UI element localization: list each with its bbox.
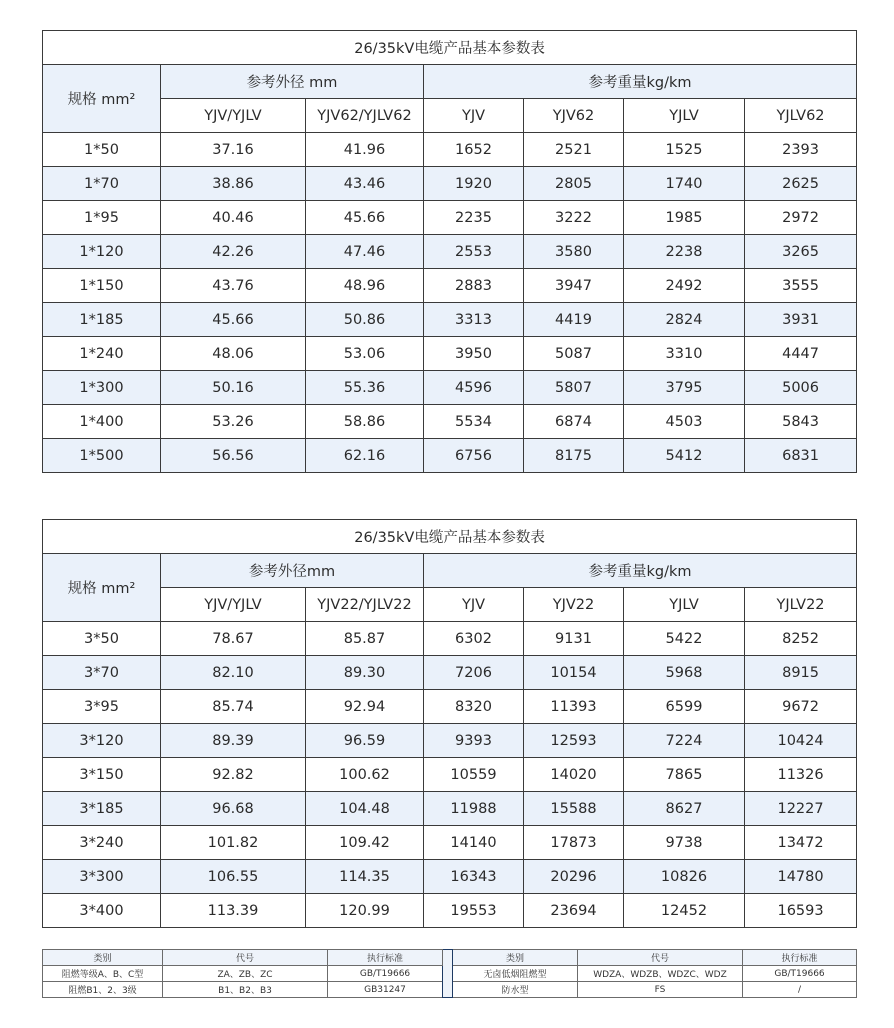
table-cell: 1*500	[43, 439, 161, 473]
table-cell: 109.42	[306, 826, 424, 860]
table-cell: 1*95	[43, 201, 161, 235]
parameter-table-2	[42, 519, 857, 928]
table-cell: 8252	[745, 622, 857, 656]
table-cell: 43.46	[306, 167, 424, 201]
table-cell: 1*50	[43, 133, 161, 167]
table-cell: 1*70	[43, 167, 161, 201]
table-cell: 53.06	[306, 337, 424, 371]
table-1-column-header: YJLV62	[745, 99, 857, 133]
table-2-column-header: YJLV22	[745, 588, 857, 622]
legend-header: 代号	[163, 950, 328, 966]
table-cell: 3313	[424, 303, 524, 337]
table-row	[43, 133, 857, 167]
table-1-title: 26/35kV电缆产品基本参数表	[43, 31, 857, 65]
table-cell: 104.48	[306, 792, 424, 826]
legend-header: 代号	[578, 950, 743, 966]
table-cell: 1740	[624, 167, 745, 201]
legend-cell: GB/T19666	[743, 966, 857, 982]
table-cell: 14020	[524, 758, 624, 792]
table-cell: 2393	[745, 133, 857, 167]
table-cell: 48.06	[161, 337, 306, 371]
table-cell: 92.82	[161, 758, 306, 792]
table-cell: 3*150	[43, 758, 161, 792]
table-cell: 5087	[524, 337, 624, 371]
table-cell: 1*185	[43, 303, 161, 337]
table-cell: 101.82	[161, 826, 306, 860]
table-row	[43, 724, 857, 758]
table-cell: 14780	[745, 860, 857, 894]
table-cell: 12593	[524, 724, 624, 758]
table-row	[43, 622, 857, 656]
table-cell: 11326	[745, 758, 857, 792]
table-row	[43, 758, 857, 792]
table-cell: 8320	[424, 690, 524, 724]
table-cell: 1*300	[43, 371, 161, 405]
table-row	[43, 439, 857, 473]
table-2-diameter-group-header: 参考外径mm	[161, 554, 424, 588]
table-cell: 3947	[524, 269, 624, 303]
table-cell: 1*400	[43, 405, 161, 439]
table-cell: 41.96	[306, 133, 424, 167]
table-cell: 5968	[624, 656, 745, 690]
table-cell: 96.68	[161, 792, 306, 826]
table-cell: 11393	[524, 690, 624, 724]
table-cell: 2972	[745, 201, 857, 235]
legend-cell: B1、B2、B3	[163, 982, 328, 998]
table-cell: 106.55	[161, 860, 306, 894]
table-row	[43, 235, 857, 269]
table-cell: 40.46	[161, 201, 306, 235]
table-cell: 1*150	[43, 269, 161, 303]
table-cell: 2805	[524, 167, 624, 201]
legend-header: 执行标准	[328, 950, 443, 966]
table-cell: 1*240	[43, 337, 161, 371]
table-2-weight-group-header: 参考重量kg/km	[424, 554, 857, 588]
table-cell: 9738	[624, 826, 745, 860]
table-row	[43, 303, 857, 337]
table-cell: 42.26	[161, 235, 306, 269]
table-cell: 3950	[424, 337, 524, 371]
table-cell: 7224	[624, 724, 745, 758]
table-cell: 1652	[424, 133, 524, 167]
table-cell: 16593	[745, 894, 857, 928]
table-2-title-row	[43, 520, 857, 554]
table-cell: 50.86	[306, 303, 424, 337]
table-cell: 10424	[745, 724, 857, 758]
table-1-body	[43, 31, 857, 473]
table-1-group-header-row	[43, 65, 857, 99]
table-cell: 5422	[624, 622, 745, 656]
table-cell: 3*50	[43, 622, 161, 656]
table-row	[43, 201, 857, 235]
table-cell: 3*300	[43, 860, 161, 894]
table-cell: 45.66	[306, 201, 424, 235]
table-cell: 89.30	[306, 656, 424, 690]
table-cell: 19553	[424, 894, 524, 928]
table-row	[43, 690, 857, 724]
table-cell: 5006	[745, 371, 857, 405]
legend-cell: WDZA、WDZB、WDZC、WDZ	[578, 966, 743, 982]
table-cell: 15588	[524, 792, 624, 826]
table-1-column-header: YJV/YJLV	[161, 99, 306, 133]
legend-divider	[443, 950, 453, 998]
table-1-title-row	[43, 31, 857, 65]
table-cell: 43.76	[161, 269, 306, 303]
table-cell: 7865	[624, 758, 745, 792]
table-cell: 62.16	[306, 439, 424, 473]
table-cell: 1985	[624, 201, 745, 235]
table-cell: 2883	[424, 269, 524, 303]
table-row	[43, 269, 857, 303]
legend-cell: FS	[578, 982, 743, 998]
table-2-column-header: YJV	[424, 588, 524, 622]
legend-cell: 防水型	[453, 982, 578, 998]
table-cell: 3*400	[43, 894, 161, 928]
table-row	[43, 167, 857, 201]
table-cell: 113.39	[161, 894, 306, 928]
table-cell: 5843	[745, 405, 857, 439]
table-cell: 4503	[624, 405, 745, 439]
table-cell: 2238	[624, 235, 745, 269]
table-cell: 17873	[524, 826, 624, 860]
table-1-diameter-group-header: 参考外径 mm	[161, 65, 424, 99]
table-cell: 3795	[624, 371, 745, 405]
table-cell: 4447	[745, 337, 857, 371]
table-cell: 1920	[424, 167, 524, 201]
table-2-column-header: YJV/YJLV	[161, 588, 306, 622]
table-cell: 2625	[745, 167, 857, 201]
table-1-column-header: YJLV	[624, 99, 745, 133]
table-cell: 48.96	[306, 269, 424, 303]
table-cell: 1525	[624, 133, 745, 167]
legend-body	[43, 950, 857, 998]
table-1-weight-group-header: 参考重量kg/km	[424, 65, 857, 99]
table-cell: 37.16	[161, 133, 306, 167]
table-2-column-header: YJV22	[524, 588, 624, 622]
table-cell: 11988	[424, 792, 524, 826]
table-1-column-header: YJV	[424, 99, 524, 133]
table-cell: 58.86	[306, 405, 424, 439]
legend-header: 执行标准	[743, 950, 857, 966]
legend-cell: GB31247	[328, 982, 443, 998]
table-cell: 3555	[745, 269, 857, 303]
table-cell: 6874	[524, 405, 624, 439]
legend-header: 类别	[43, 950, 163, 966]
table-cell: 10559	[424, 758, 524, 792]
table-cell: 3*70	[43, 656, 161, 690]
table-cell: 100.62	[306, 758, 424, 792]
table-cell: 10154	[524, 656, 624, 690]
table-1-column-header: YJV62/YJLV62	[306, 99, 424, 133]
table-2-column-header: YJLV	[624, 588, 745, 622]
table-cell: 12452	[624, 894, 745, 928]
table-cell: 14140	[424, 826, 524, 860]
table-row	[43, 860, 857, 894]
table-cell: 8915	[745, 656, 857, 690]
table-cell: 4596	[424, 371, 524, 405]
table-2-group-header-row	[43, 554, 857, 588]
legend-cell: ZA、ZB、ZC	[163, 966, 328, 982]
table-cell: 85.87	[306, 622, 424, 656]
table-row	[43, 371, 857, 405]
legend-cell: /	[743, 982, 857, 998]
table-cell: 2521	[524, 133, 624, 167]
table-cell: 2235	[424, 201, 524, 235]
table-cell: 3265	[745, 235, 857, 269]
table-cell: 8175	[524, 439, 624, 473]
table-cell: 96.59	[306, 724, 424, 758]
table-cell: 3*95	[43, 690, 161, 724]
table-cell: 3222	[524, 201, 624, 235]
table-cell: 120.99	[306, 894, 424, 928]
table-cell: 12227	[745, 792, 857, 826]
table-cell: 6599	[624, 690, 745, 724]
table-cell: 53.26	[161, 405, 306, 439]
table-cell: 3580	[524, 235, 624, 269]
legend-cell: 阻燃等级A、B、C型	[43, 966, 163, 982]
table-cell: 9672	[745, 690, 857, 724]
legend-cell: GB/T19666	[328, 966, 443, 982]
table-cell: 6831	[745, 439, 857, 473]
table-cell: 78.67	[161, 622, 306, 656]
table-cell: 6302	[424, 622, 524, 656]
legend-cell: 阻燃B1、2、3级	[43, 982, 163, 998]
legend-header-row	[43, 950, 857, 966]
table-row	[43, 656, 857, 690]
table-cell: 56.56	[161, 439, 306, 473]
table-cell: 6756	[424, 439, 524, 473]
table-cell: 5807	[524, 371, 624, 405]
table-cell: 10826	[624, 860, 745, 894]
table-2-spec-header: 规格 mm²	[43, 554, 161, 622]
table-cell: 13472	[745, 826, 857, 860]
table-cell: 9131	[524, 622, 624, 656]
table-cell: 50.16	[161, 371, 306, 405]
table-cell: 3310	[624, 337, 745, 371]
table-cell: 7206	[424, 656, 524, 690]
table-cell: 3*120	[43, 724, 161, 758]
legend-cell: 无卤低烟阻燃型	[453, 966, 578, 982]
table-cell: 85.74	[161, 690, 306, 724]
table-cell: 55.36	[306, 371, 424, 405]
table-row	[43, 337, 857, 371]
table-cell: 2492	[624, 269, 745, 303]
table-cell: 2553	[424, 235, 524, 269]
table-cell: 3*185	[43, 792, 161, 826]
table-cell: 4419	[524, 303, 624, 337]
table-cell: 82.10	[161, 656, 306, 690]
table-cell: 47.46	[306, 235, 424, 269]
table-cell: 5412	[624, 439, 745, 473]
table-cell: 16343	[424, 860, 524, 894]
table-cell: 92.94	[306, 690, 424, 724]
table-cell: 20296	[524, 860, 624, 894]
table-1-column-header-row	[43, 99, 857, 133]
table-row	[43, 792, 857, 826]
table-cell: 89.39	[161, 724, 306, 758]
table-cell: 38.86	[161, 167, 306, 201]
table-1-spec-header: 规格 mm²	[43, 65, 161, 133]
table-row	[43, 826, 857, 860]
table-2-title: 26/35kV电缆产品基本参数表	[43, 520, 857, 554]
table-cell: 2824	[624, 303, 745, 337]
table-cell: 23694	[524, 894, 624, 928]
legend-header: 类别	[453, 950, 578, 966]
table-cell: 45.66	[161, 303, 306, 337]
table-cell: 3931	[745, 303, 857, 337]
table-cell: 1*120	[43, 235, 161, 269]
table-row	[43, 894, 857, 928]
parameter-table-1	[42, 30, 857, 473]
table-2-body	[43, 520, 857, 928]
table-cell: 8627	[624, 792, 745, 826]
table-2-column-header: YJV22/YJLV22	[306, 588, 424, 622]
table-row	[43, 405, 857, 439]
table-1-column-header: YJV62	[524, 99, 624, 133]
table-cell: 3*240	[43, 826, 161, 860]
legend-table	[42, 949, 857, 998]
table-2-column-header-row	[43, 588, 857, 622]
table-cell: 5534	[424, 405, 524, 439]
table-cell: 9393	[424, 724, 524, 758]
table-cell: 114.35	[306, 860, 424, 894]
